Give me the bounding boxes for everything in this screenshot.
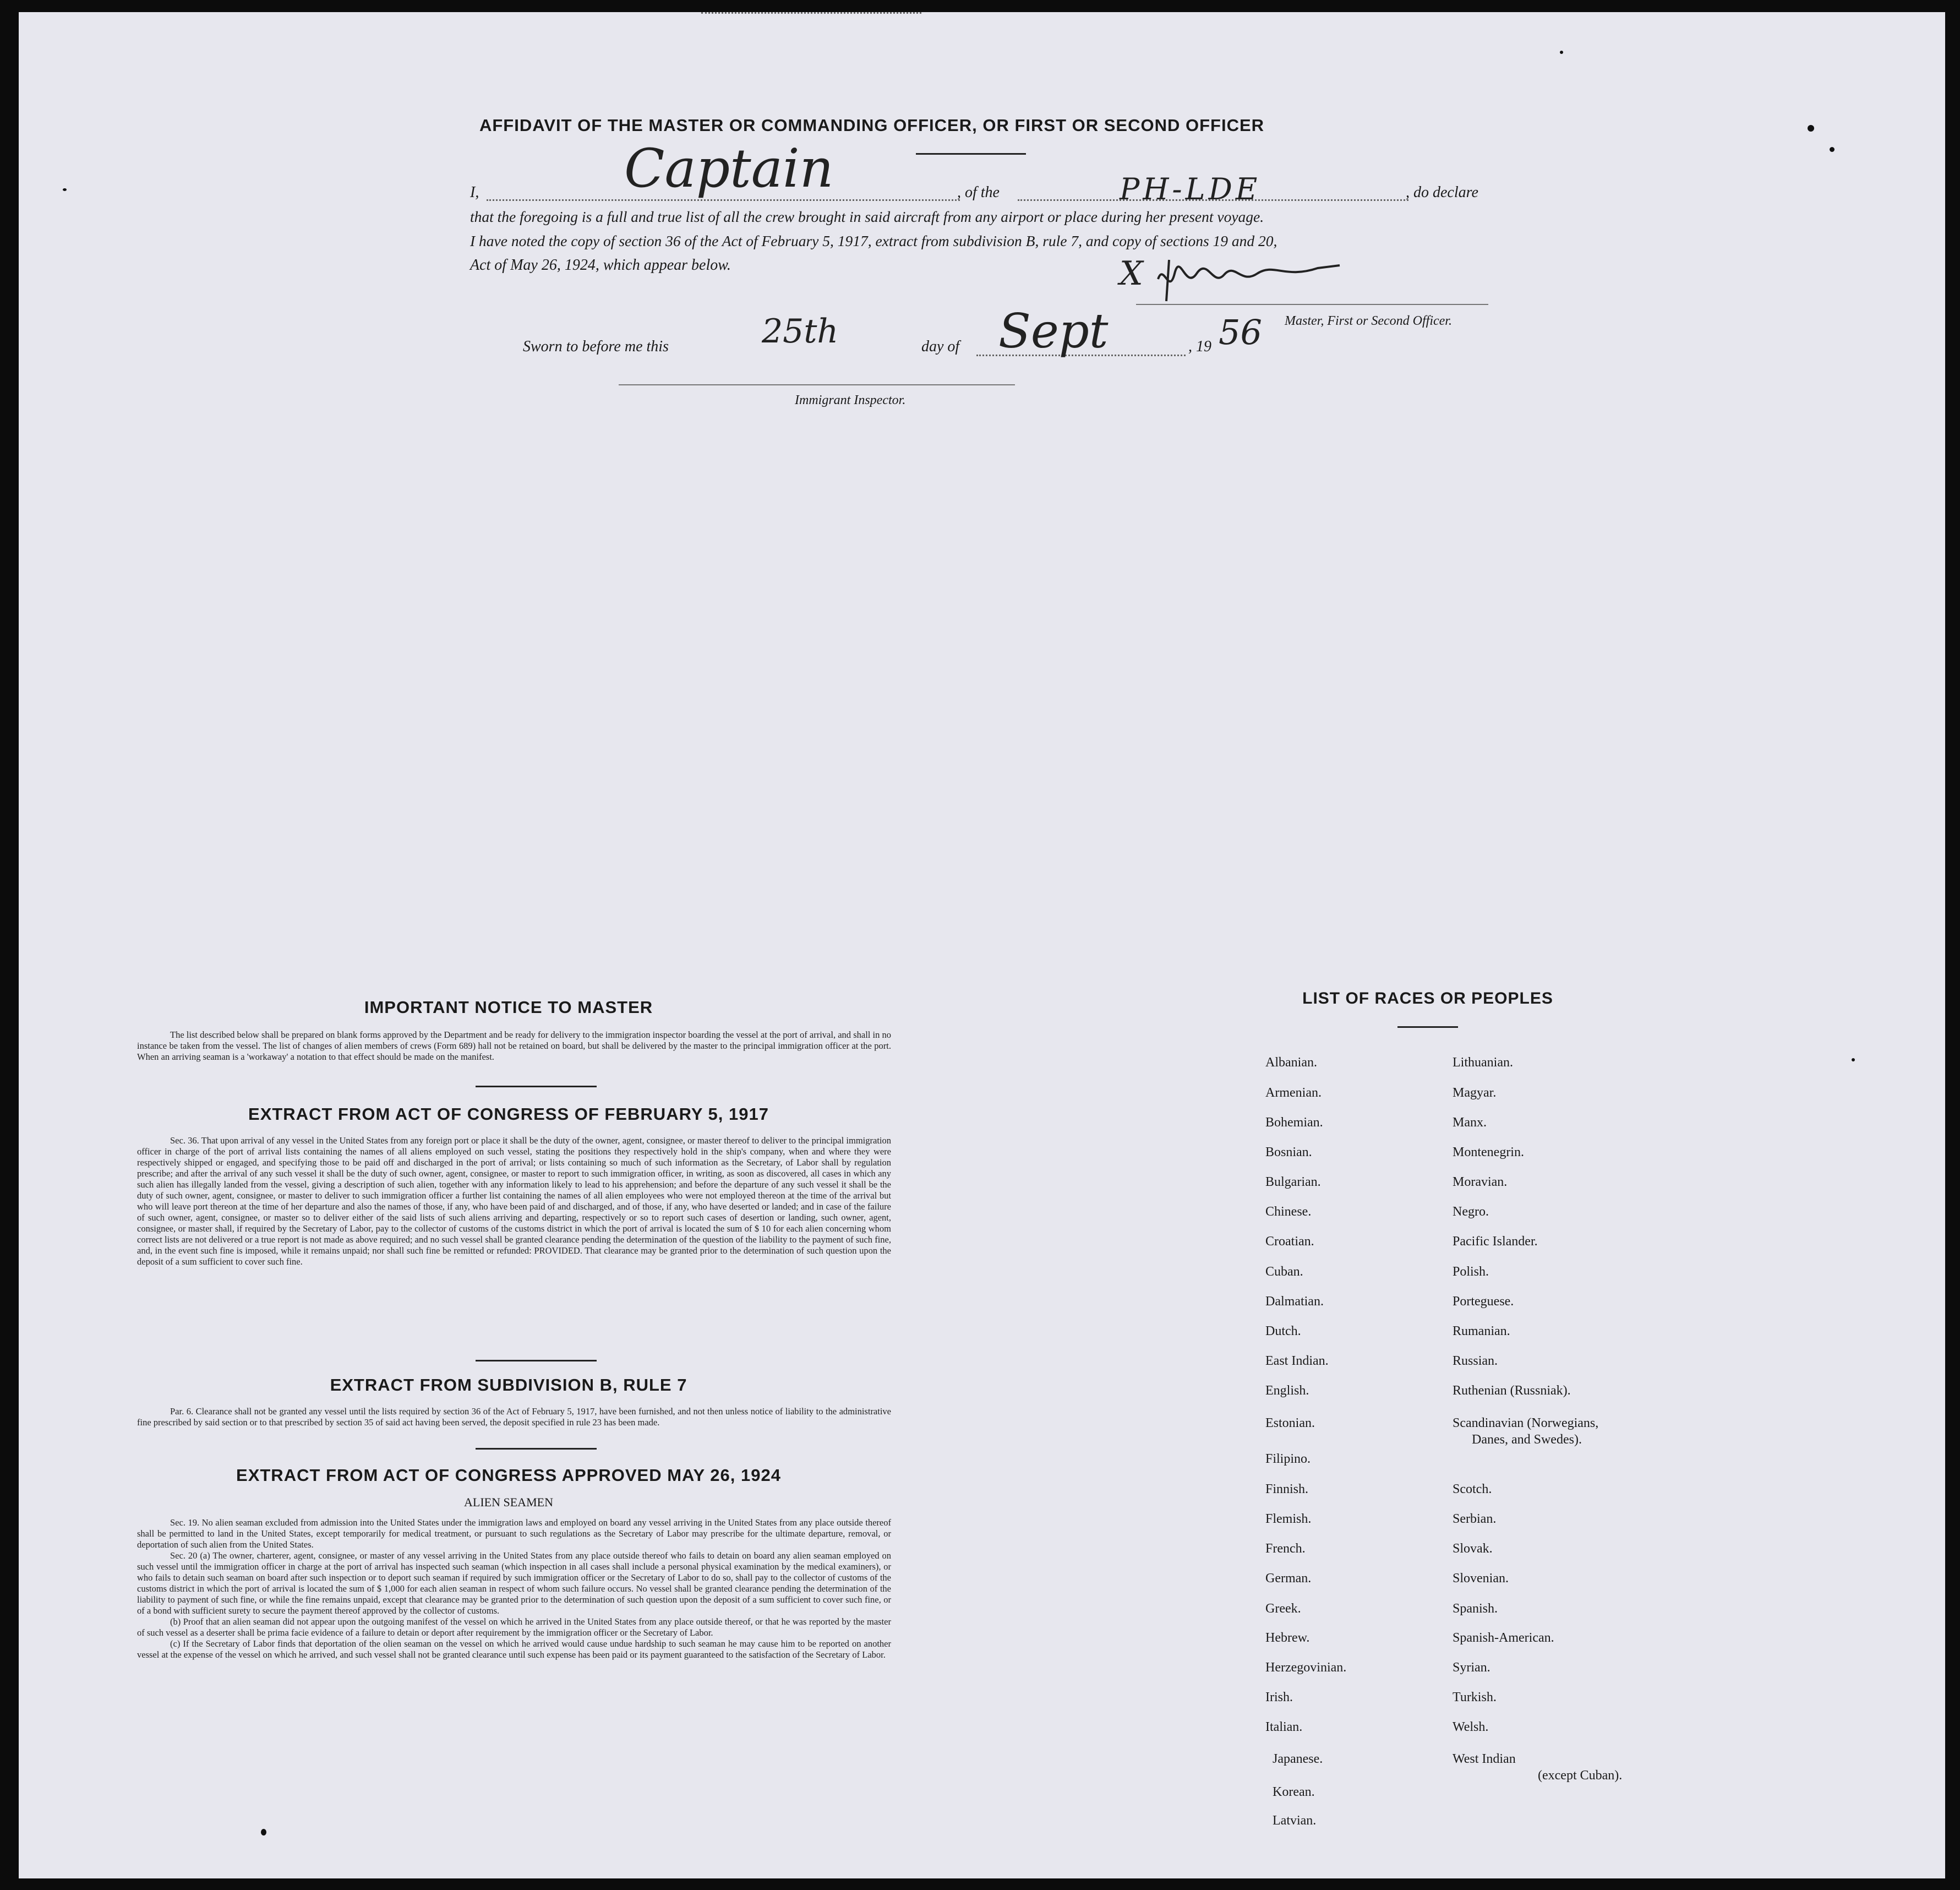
race-item: Rumanian. [1453, 1324, 1510, 1338]
race-item: Estonian. [1265, 1416, 1315, 1430]
race-item: Japanese. [1273, 1752, 1323, 1766]
race-item-continuation: (except Cuban). [1538, 1768, 1623, 1783]
speck [1830, 147, 1835, 152]
day-blank [701, 12, 921, 14]
handwritten-year: 56 [1219, 312, 1262, 352]
race-item: Ruthenian (Russniak). [1453, 1384, 1571, 1398]
year-prefix: , 19 [1188, 338, 1211, 355]
race-item: Serbian. [1453, 1512, 1497, 1526]
race-item: Finnish. [1265, 1482, 1309, 1496]
notice-title: IMPORTANT NOTICE TO MASTER [364, 998, 653, 1017]
race-item: Dutch. [1265, 1324, 1301, 1338]
race-item: Syrian. [1453, 1660, 1491, 1675]
race-item: Scandinavian (Norwegians, [1453, 1416, 1599, 1430]
race-item: Russian. [1453, 1354, 1498, 1368]
extract-1917-title: EXTRACT FROM ACT OF CONGRESS OF FEBRUARY 5, 1917 [248, 1104, 769, 1124]
race-item: Filipino. [1265, 1452, 1311, 1466]
signature-scrawl [1153, 257, 1351, 307]
race-item: Negro. [1453, 1205, 1489, 1219]
sworn-label: Sworn to before me this [523, 338, 669, 355]
inspector-blank [619, 384, 1015, 385]
race-item: Flemish. [1265, 1512, 1312, 1526]
race-item: Scotch. [1453, 1482, 1492, 1496]
master-label: Master, First or Second Officer. [1285, 314, 1452, 328]
race-item: Polish. [1453, 1265, 1489, 1279]
affidavit-of-the: , of the [957, 184, 1000, 201]
race-item-continuation: Danes, and Swedes). [1472, 1433, 1582, 1447]
extract-1924-text: Sec. 19. No alien seaman excluded from admission into the United States under the immigration laws and employed on board any vessel arriving in the United States from any place outside thereof shall be permitted to land in the United States, except temporarily for medical treatment, or pursuant to such regulations as the Secretary of Labor may prescribe for the ultimate departure, removal, or deportation of such alien from the United States. Sec. 20 (a) The owner, charterer, agent, consignee, or master of any vessel arriving in the United States from any place outside thereof who fails to detain on board any alien seaman employed on such vessel until the immigration officer in charge at the port of arrival has inspected such seaman (which inspection in all cases shall include a personal physical examination by the medical examiners), or who fails to detain such seaman on board after such inspection or to deport such seaman if required by such immigration officer or the Secretary of Labor to do so, shall pay to the collector of customs of the customs district in which the port of arrival is located the sum of $ 1,000 for each alien seaman in respect of whom such failure occurs. No vessel shall be granted clearance pending the determination of the liability to payment of such fine, or while the fine remains unpaid, except that clearance may be granted prior to the determination of such question upon the deposit of a sum sufficient to cover such fine, or of a bond with sufficient surety to secure the payment thereof approved by the collector of customs. (b) Proof that an alien seaman did not appear upon the outgoing manifest of the vessel on which he arrived in the United States from any place outside thereof, or that he was reported by the master of such vessel as a deserter shall be prima facie evidence of a failure to detain or deport after requirement by the immigration officer or the Secretary of Labor. (c) If the Secretary of Labor finds that deportation of the olien seaman on the vessel on which he arrived would cause undue hardship to such seaman he may cause him to be reported on another vessel at the expense of the vessel on which he arrived, and such vessel shall not be granted clearance until such expense has been paid or its payment guaranteed to the satisfaction of the Secretary of Labor. [137, 1517, 891, 1660]
affidavit-line-1-prefix: I, [470, 184, 479, 201]
divider [476, 1086, 597, 1087]
race-item: English. [1265, 1384, 1309, 1398]
affidavit-title: AFFIDAVIT OF THE MASTER OR COMMANDING OFFICER, OR FIRST OR SECOND OFFICER [479, 116, 1265, 135]
title-underline [916, 153, 1026, 155]
handwritten-month: Sept [998, 304, 1109, 359]
race-item: Pacific Islander. [1453, 1234, 1538, 1249]
day-of-label: day of [921, 338, 960, 355]
speck [1852, 1058, 1855, 1061]
race-item: Chinese. [1265, 1205, 1312, 1219]
extract-rule7-title: EXTRACT FROM SUBDIVISION B, RULE 7 [330, 1375, 687, 1395]
race-item: Armenian. [1265, 1086, 1322, 1100]
race-item: French. [1265, 1542, 1306, 1556]
divider [476, 1448, 597, 1450]
affidavit-do-declare: , do declare [1406, 184, 1478, 201]
handwritten-aircraft: PH-LDE [1120, 172, 1261, 206]
affidavit-line-4: Act of May 26, 1924, which appear below. [470, 257, 731, 274]
extract-1924-subtitle: ALIEN SEAMEN [464, 1495, 553, 1509]
race-item: Korean. [1273, 1785, 1315, 1799]
signature-blank [1136, 304, 1488, 305]
race-item: Herzegovinian. [1265, 1660, 1347, 1675]
race-item: Bohemian. [1265, 1115, 1323, 1130]
race-item: Irish. [1265, 1690, 1293, 1704]
speck [1560, 51, 1563, 54]
document-page [19, 12, 1945, 1878]
inspector-label: Immigrant Inspector. [795, 393, 906, 407]
race-item: Moravian. [1453, 1175, 1508, 1189]
extract-1924-title: EXTRACT FROM ACT OF CONGRESS APPROVED MAY 26, 1924 [236, 1466, 781, 1485]
race-item: Greek. [1265, 1602, 1301, 1616]
affidavit-line-3: I have noted the copy of section 36 of the Act of February 5, 1917, extract from subdivision B, rule 7, and copy of sections 19 and 20, [470, 232, 1277, 249]
race-item: Turkish. [1453, 1690, 1497, 1704]
race-item: Bulgarian. [1265, 1175, 1321, 1189]
race-item: Montenegrin. [1453, 1145, 1524, 1159]
race-item: Welsh. [1453, 1720, 1489, 1734]
race-item: German. [1265, 1571, 1312, 1586]
handwritten-name: Captain [624, 138, 834, 199]
extract-rule7-text: Par. 6. Clearance shall not be granted any vessel until the lists required by section 36 of the Act of February 5, 1917, have been furnished, and not then unless notice of liability to the administrative fine prescribed by said section or to that prescribed by section 35 of said act having been served, the deposit specified in rule 23 has been made. [137, 1406, 891, 1428]
divider [476, 1360, 597, 1361]
race-item: Italian. [1265, 1720, 1303, 1734]
race-item: East Indian. [1265, 1354, 1329, 1368]
race-item: Croatian. [1265, 1234, 1314, 1249]
race-item: Porteguese. [1453, 1294, 1514, 1309]
handwritten-day: 25th [762, 312, 839, 351]
handwritten-signature-mark: X [1120, 254, 1143, 293]
race-item: Cuban. [1265, 1265, 1303, 1279]
race-item: Spanish-American. [1453, 1631, 1554, 1645]
race-item: Magyar. [1453, 1086, 1497, 1100]
race-item: Bosnian. [1265, 1145, 1312, 1159]
race-item: Lithuanian. [1453, 1055, 1513, 1070]
notice-text: The list described below shall be prepared on blank forms approved by the Department and be ready for delivery to the immigration inspector boarding the vessel at the port of arrival, and shall in no instance be taken from the vessel. The list of changes of alien members of crews (Form 689) hall not be retained on board, but shall be delivered by the master to the principal immigration officer at the port. When an arriving seaman is a 'workaway' a notation to that effect should be made on the manifest. [137, 1030, 891, 1062]
race-item: Latvian. [1273, 1813, 1317, 1828]
speck [1808, 125, 1814, 132]
extract-1917-text: Sec. 36. That upon arrival of any vessel in the United States from any foreign port or place it shall be the duty of the owner, agent, consignee, or master thereof to deliver to the principal immigration officer in charge of the port of arrival lists containing the names of all aliens employed on such vessel, stating the positions they respectively hold in the ship's company, when and where they were respectively shipped or engaged, and specifying those to be paid off and discharged in the port of arrival; or lists containing so much of such information as the Secretary, of Labor shall by regulation prescribe; and after the arrival of any such vessel it shall be the duty of such owner, agent, consignee, or master to report to such immigration officer, in writing, as soon as discovered, all cases in which any such alien has illegally landed from the vessel, giving a description of such alien, together with any information likely to lead to his apprehension; and before the departure of any such vessel it shall be the duty of such owner, agent, consignee, or master to deliver to such immigration officer a further list containing the names of all alien employees who were not employed thereon at the time of the arrival but who will leave port thereon at the time of her departure and also the names of those, if any, who have been paid of and discharged, and of those, if any, who have deserted or landed; and in case of the failure of such owner, agent, consignee, or master so to deliver either of the said lists of such aliens arriving and departing, respectively or so to report such cases of desertion or landing, such owner, agent, consignee, or master shall, if required by the Secretary of Labor, pay to the collector of customs of the customs district in which the port of arrival is located the sum of $ 10 for each alien concerning whom correct lists are not delivered or a true report is not made as above required; and no such vessel shall be granted clearance pending the determination of the question of the liability to the payment of such fine, and, in the event such fine is imposed, while it remains unpaid; nor shall such fine be remitted or refunded: PROVIDED. That clearance may be granted prior to the determination of such question upon the deposit of a sum sufficient to cover such fine. [137, 1135, 891, 1267]
race-item: Manx. [1453, 1115, 1487, 1130]
race-item: Spanish. [1453, 1602, 1498, 1616]
speck [63, 188, 67, 191]
race-item: Dalmatian. [1265, 1294, 1324, 1309]
race-item: Hebrew. [1265, 1631, 1310, 1645]
race-item: Slovenian. [1453, 1571, 1509, 1586]
race-item: Albanian. [1265, 1055, 1317, 1070]
affidavit-line-2: that the foregoing is a full and true list of all the crew brought in said aircraft from any airport or place during her present voyage. [470, 208, 1264, 225]
races-underline [1397, 1026, 1458, 1028]
races-title: LIST OF RACES OR PEOPLES [1302, 989, 1553, 1007]
speck [261, 1829, 266, 1835]
name-blank [487, 199, 960, 201]
race-item: Slovak. [1453, 1542, 1493, 1556]
race-item: West Indian [1453, 1752, 1516, 1766]
